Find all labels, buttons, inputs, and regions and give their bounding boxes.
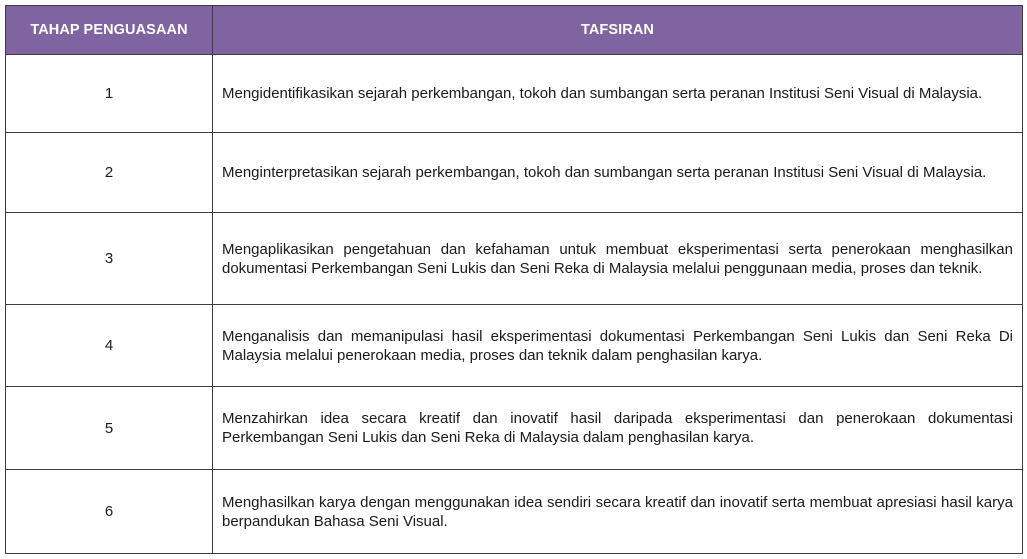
table-row	[6, 305, 1023, 387]
description-cell: Mengidentifikasikan sejarah perkembangan, tokoh dan sumbangan serta peranan Institusi Seni Visual di Malaysia.	[213, 55, 1023, 133]
description-cell: Menginterpretasikan sejarah perkembangan, tokoh dan sumbangan serta peranan Institusi Seni Visual di Malaysia.	[213, 133, 1023, 213]
table-header-row	[6, 6, 1023, 55]
table-row	[6, 55, 1023, 133]
level-cell: 5	[6, 387, 213, 470]
table-row	[6, 133, 1023, 213]
table-row	[6, 470, 1023, 554]
level-cell: 3	[6, 213, 213, 305]
mastery-table-container	[5, 5, 1022, 554]
level-cell: 2	[6, 133, 213, 213]
description-cell: Menzahirkan idea secara kreatif dan inovatif hasil daripada eksperimentasi dan penerokaan dokumentasi Perkembangan Seni Lukis dan Seni Reka di Malaysia dalam penghasilan karya.	[213, 387, 1023, 470]
table-row	[6, 213, 1023, 305]
description-cell: Menghasilkan karya dengan menggunakan idea sendiri secara kreatif dan inovatif serta membuat apresiasi hasil karya berpandukan Bahasa Seni Visual.	[213, 470, 1023, 554]
description-cell: Menganalisis dan memanipulasi hasil eksperimentasi dokumentasi Perkembangan Seni Lukis dan Seni Reka Di Malaysia melalui penerokaan media, proses dan teknik dalam penghasilan karya.	[213, 305, 1023, 387]
level-cell: 4	[6, 305, 213, 387]
header-interpretation: TAFSIRAN	[213, 6, 1023, 55]
mastery-level-table	[5, 5, 1023, 554]
level-cell: 6	[6, 470, 213, 554]
level-cell: 1	[6, 55, 213, 133]
table-row	[6, 387, 1023, 470]
header-mastery-level: TAHAP PENGUASAAN	[6, 6, 213, 55]
description-cell: Mengaplikasikan pengetahuan dan kefahaman untuk membuat eksperimentasi serta penerokaan menghasilkan dokumentasi Perkembangan Seni Lukis dan Seni Reka di Malaysia melalui penggunaan media, proses dan teknik.	[213, 213, 1023, 305]
